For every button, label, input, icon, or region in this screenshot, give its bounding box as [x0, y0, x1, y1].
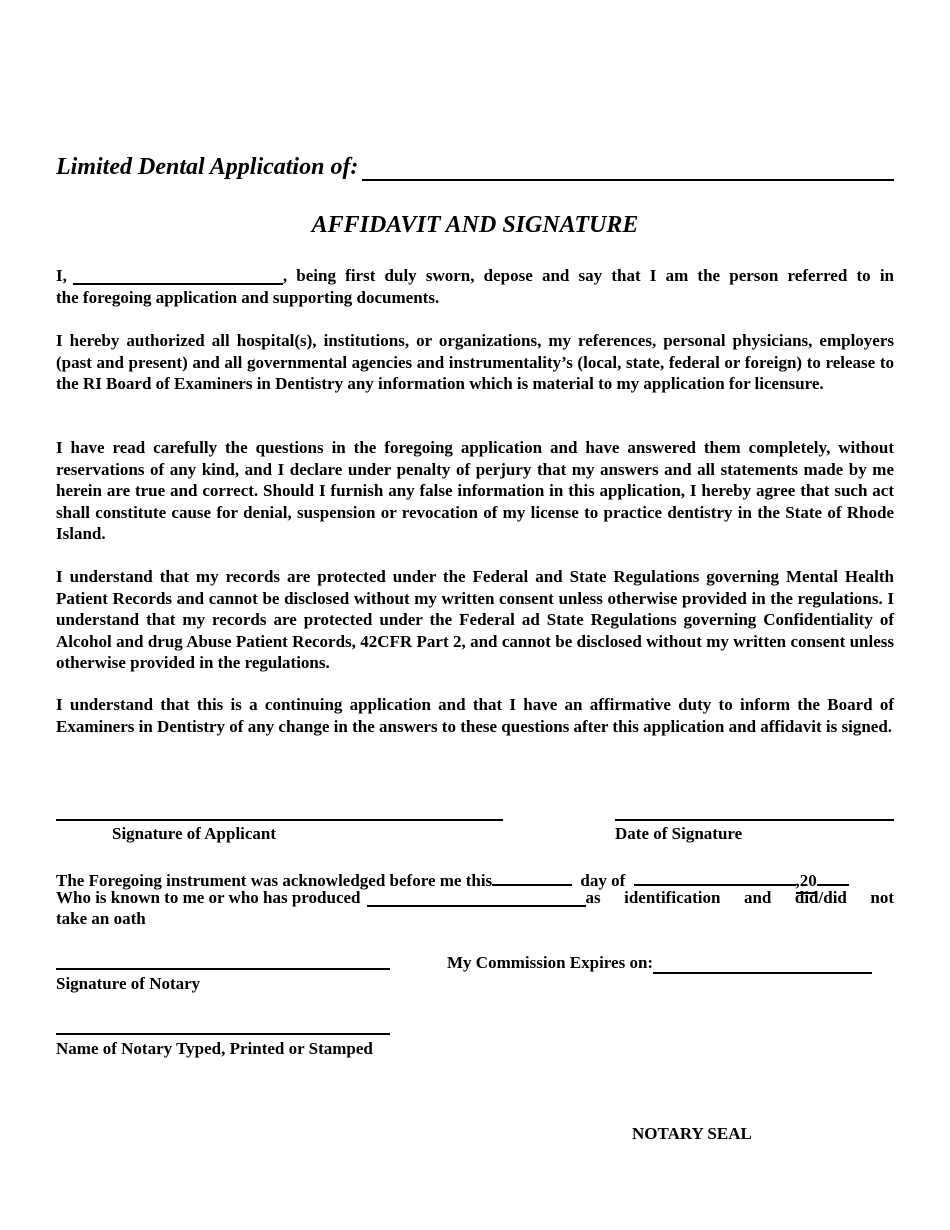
identification-line[interactable]: [367, 887, 586, 907]
page-title: AFFIDAVIT AND SIGNATURE: [311, 212, 639, 238]
notary-identification-row: [56, 887, 894, 909]
applicant-signature-line[interactable]: [56, 819, 503, 821]
commission-label: My Commission Expires on:: [447, 953, 654, 972]
affiant-name-line[interactable]: [73, 265, 283, 285]
notary-name-label: Name of Notary Typed, Printed or Stamped: [56, 1039, 373, 1058]
sworn-statement-text-2: the foregoing application and supporting documents.: [56, 287, 440, 307]
applicant-name-line[interactable]: [362, 155, 894, 181]
ack-year-line[interactable]: [817, 866, 849, 886]
notary-signature-label: Signature of Notary: [56, 974, 201, 993]
acknowledgment-text: The Foregoing instrument was acknowledged before me this: [56, 871, 493, 890]
sworn-statement-text: , being first duly sworn, depose and say that I am the person referred to in: [282, 266, 894, 285]
date-signature-line[interactable]: [615, 819, 894, 821]
ack-month-line[interactable]: [634, 866, 796, 886]
application-title-row: [56, 154, 894, 181]
identification-text: as identification and did/did not: [585, 888, 894, 907]
ack-day-line[interactable]: [492, 866, 572, 886]
commission-expiry-line[interactable]: [653, 954, 872, 974]
notary-name-line[interactable]: [56, 1033, 390, 1035]
paragraph-records-protection: I understand that my records are protected under the Federal and State Regulations governing Mental Health Patient Records and cannot be disclosed without my written consent unless otherwise provided in the regulations. I understand that my records are protected under the Federal ad State Regulations governing Confidentiality of Alcohol and drug Abuse Patient Records, 42CFR Part 2, and cannot be disclosed without my written consent unless otherwise provided in the regulations.: [56, 567, 894, 672]
paragraph-sworn-statement: [56, 265, 894, 308]
paragraph-perjury: I have read carefully the questions in the foregoing application and have answered them completely, without reservations of any kind, and I declare under penalty of perjury that my answers and all statements made by me herein are true and correct. Should I furnish any false information in this application, I hereby agree that such act shall constitute cause for denial, suspension or revocation of my license to practice dentistry in the State of Rhode Island.: [56, 438, 894, 543]
commission-row: [447, 952, 872, 974]
known-text: Who is known to me or who has produced: [56, 888, 361, 907]
notary-signature-line[interactable]: [56, 968, 390, 970]
sworn-statement-start: I,: [56, 266, 67, 285]
paragraph-continuing-duty: I understand that this is a continuing application and that I have an affirmative duty to inform the Board of Examiners in Dentistry of any change in the answers to these questions after this application and affidavit is signed.: [56, 695, 894, 736]
applicant-signature-label: Signature of Applicant: [112, 824, 277, 843]
affidavit-page: [56, 0, 894, 1230]
paragraph-authorization: I hereby authorized all hospital(s), institutions, or organizations, my references, personal physicians, employers (past and present) and all governmental agencies and instrumentality’s (local, state, federal or foreign) to release to the RI Board of Examiners in Dentistry any information which is material to my application for licensure.: [56, 331, 894, 393]
oath-text: take an oath: [56, 909, 146, 928]
application-title: Limited Dental Application of:: [56, 154, 359, 180]
date-signature-label: Date of Signature: [615, 824, 743, 843]
day-of-text: day of: [580, 871, 626, 890]
notary-seal-label: NOTARY SEAL: [632, 1124, 752, 1143]
year-prefix: ,20: [796, 870, 817, 894]
